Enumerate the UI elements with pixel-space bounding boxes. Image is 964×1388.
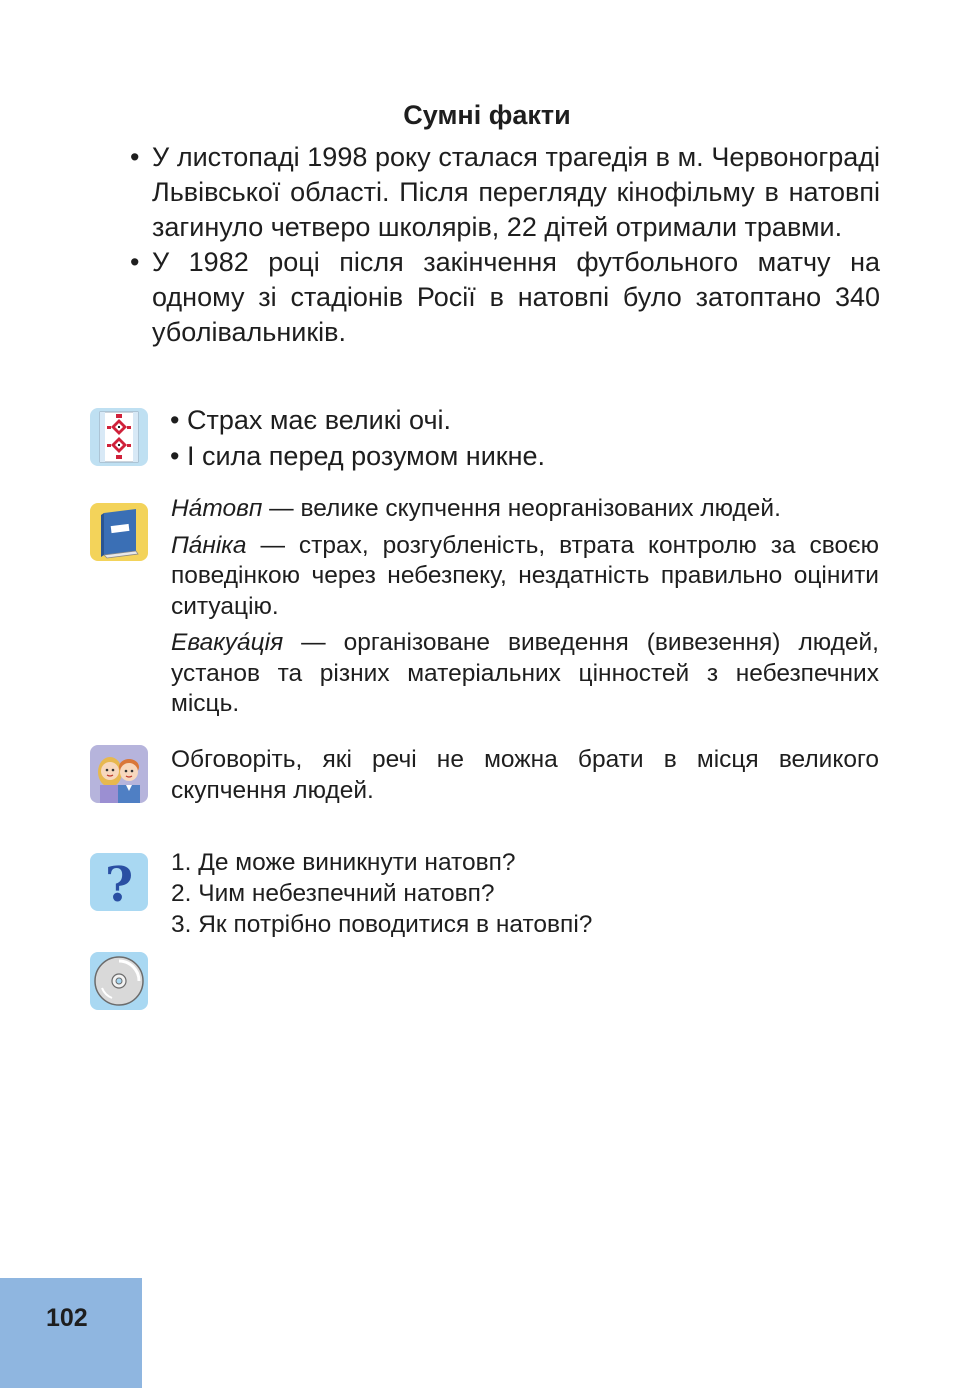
svg-text:?: ? xyxy=(104,857,134,911)
definition-term: Па́ніка xyxy=(171,531,247,559)
bullet: • xyxy=(130,247,140,277)
fact-item xyxy=(128,140,880,245)
definition-term: Евакуа́ція xyxy=(171,629,284,656)
question-item: 3. Як потрібно поводитися в натовпі? xyxy=(171,911,593,938)
children-icon xyxy=(90,745,148,803)
proverbs xyxy=(170,402,545,474)
fact-item xyxy=(128,245,880,350)
embroidery-icon xyxy=(90,408,148,466)
definition-text: — велике скупчення неорганізованих людей. xyxy=(262,495,781,522)
questions-list xyxy=(171,847,592,940)
discussion-task: Обговоріть, які речі не можна брати в місця великого скупчення людей. xyxy=(171,746,879,804)
book-icon xyxy=(90,503,148,561)
definitions xyxy=(171,494,879,726)
section-heading: Сумні факти xyxy=(403,100,571,130)
facts-list xyxy=(128,140,880,350)
fact-text: У 1982 році після закінчення футбольного матчу на одному зі стадіонів Росії в натовпі було затоптано 340 уболівальників. xyxy=(152,247,880,347)
page-number-tab xyxy=(0,1278,142,1388)
bullet: • xyxy=(130,142,140,172)
proverb-item: • І сила перед розумом никне. xyxy=(170,441,546,471)
proverb-item: • Страх має великі очі. xyxy=(170,405,452,435)
question-item: 1. Де може виникнути натовп? xyxy=(171,849,516,876)
definition-item xyxy=(171,531,879,623)
definition-text: — страх, розгубленість, втрата контролю за своєю поведінкою через небезпеку, нездатність правильно оцінити ситуацію. xyxy=(171,531,879,620)
fact-text: У листопаді 1998 року сталася трагедія в м. Червонограді Львівської області. Після перегляду кінофільму в натовпі загинуло четверо школярів, 22 дітей отримали травми. xyxy=(152,142,880,242)
cd-disc-icon xyxy=(90,952,148,1010)
question-item: 2. Чим небезпечний натовп? xyxy=(171,880,495,907)
definition-item xyxy=(171,628,879,720)
definition-item xyxy=(171,494,879,525)
definition-term: На́товп xyxy=(171,495,263,522)
definition-text: — організоване виведення (вивезення) людей, установ та різних матеріальних цінностей з небезпечних місць. xyxy=(171,629,879,717)
page-number: 102 xyxy=(46,1304,88,1332)
question-mark-icon xyxy=(90,853,148,911)
